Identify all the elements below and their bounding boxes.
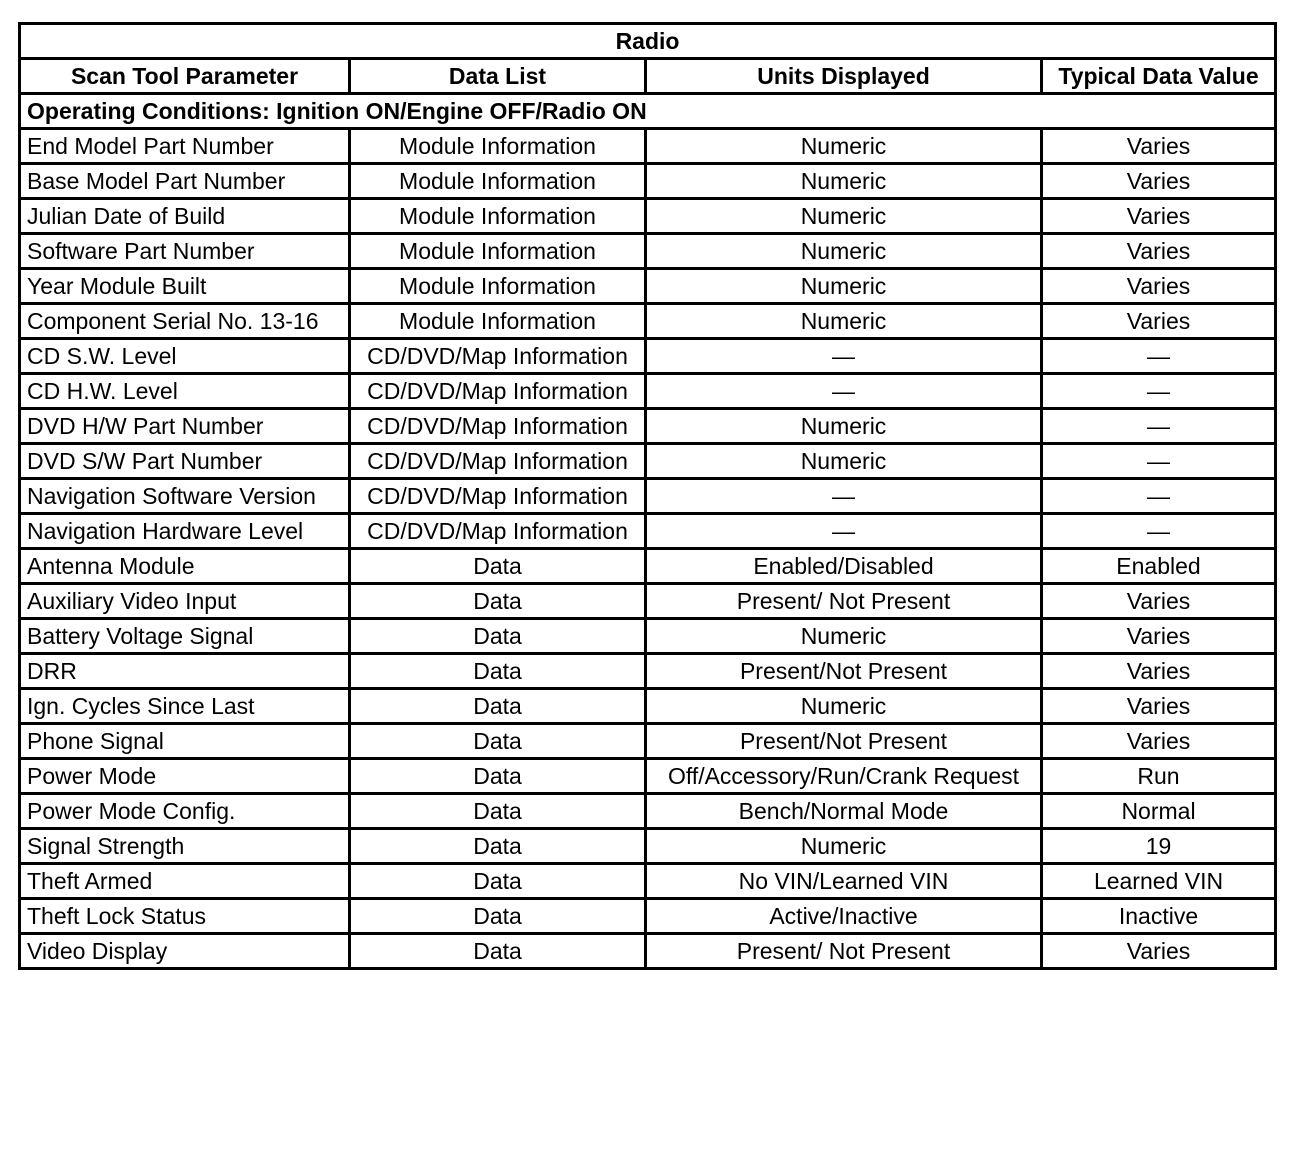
cell-typical-value: 19	[1042, 829, 1276, 864]
table-row	[20, 864, 1276, 899]
cell-data-list: Module Information	[350, 164, 646, 199]
cell-parameter: Power Mode Config.	[20, 794, 350, 829]
cell-typical-value: Varies	[1042, 304, 1276, 339]
cell-units: No VIN/Learned VIN	[646, 864, 1042, 899]
cell-parameter: Navigation Hardware Level	[20, 514, 350, 549]
cell-typical-value: —	[1042, 339, 1276, 374]
table-row	[20, 304, 1276, 339]
cell-parameter: Base Model Part Number	[20, 164, 350, 199]
cell-data-list: CD/DVD/Map Information	[350, 339, 646, 374]
table-row	[20, 339, 1276, 374]
header-scan-tool-parameter: Scan Tool Parameter	[20, 59, 350, 94]
cell-typical-value: Varies	[1042, 619, 1276, 654]
table-row	[20, 234, 1276, 269]
cell-data-list: Data	[350, 759, 646, 794]
table-title: Radio	[20, 24, 1276, 59]
table-row	[20, 129, 1276, 164]
cell-data-list: Module Information	[350, 234, 646, 269]
table-row	[20, 794, 1276, 829]
cell-data-list: Data	[350, 934, 646, 969]
cell-units: Numeric	[646, 199, 1042, 234]
cell-data-list: CD/DVD/Map Information	[350, 444, 646, 479]
cell-units: —	[646, 374, 1042, 409]
table-row	[20, 374, 1276, 409]
cell-typical-value: Run	[1042, 759, 1276, 794]
table-row	[20, 759, 1276, 794]
table-row	[20, 899, 1276, 934]
table-row	[20, 514, 1276, 549]
cell-parameter: Navigation Software Version	[20, 479, 350, 514]
table-row	[20, 584, 1276, 619]
cell-typical-value: —	[1042, 479, 1276, 514]
cell-data-list: Module Information	[350, 129, 646, 164]
table-row	[20, 199, 1276, 234]
cell-units: Present/ Not Present	[646, 934, 1042, 969]
cell-units: Numeric	[646, 269, 1042, 304]
cell-data-list: Data	[350, 654, 646, 689]
cell-parameter: Phone Signal	[20, 724, 350, 759]
cell-parameter: CD S.W. Level	[20, 339, 350, 374]
cell-parameter: Power Mode	[20, 759, 350, 794]
cell-data-list: CD/DVD/Map Information	[350, 409, 646, 444]
cell-units: Numeric	[646, 129, 1042, 164]
cell-data-list: Data	[350, 549, 646, 584]
cell-parameter: Software Part Number	[20, 234, 350, 269]
cell-data-list: Data	[350, 584, 646, 619]
table-row	[20, 829, 1276, 864]
table-row	[20, 654, 1276, 689]
table-row	[20, 549, 1276, 584]
cell-data-list: Data	[350, 689, 646, 724]
cell-parameter: Video Display	[20, 934, 350, 969]
cell-typical-value: —	[1042, 514, 1276, 549]
table-row	[20, 689, 1276, 724]
cell-data-list: CD/DVD/Map Information	[350, 374, 646, 409]
cell-units: Numeric	[646, 234, 1042, 269]
cell-data-list: Data	[350, 794, 646, 829]
cell-parameter: Julian Date of Build	[20, 199, 350, 234]
cell-parameter: Battery Voltage Signal	[20, 619, 350, 654]
cell-data-list: CD/DVD/Map Information	[350, 514, 646, 549]
cell-typical-value: —	[1042, 444, 1276, 479]
table-row	[20, 724, 1276, 759]
cell-units: —	[646, 339, 1042, 374]
cell-parameter: Year Module Built	[20, 269, 350, 304]
cell-data-list: CD/DVD/Map Information	[350, 479, 646, 514]
table-row	[20, 444, 1276, 479]
header-units-displayed: Units Displayed	[646, 59, 1042, 94]
operating-conditions: Operating Conditions: Ignition ON/Engine OFF/Radio ON	[20, 94, 1276, 129]
cell-typical-value: Varies	[1042, 234, 1276, 269]
title-row	[20, 24, 1276, 59]
cell-typical-value: —	[1042, 409, 1276, 444]
table-row	[20, 934, 1276, 969]
cell-units: Off/Accessory/Run/Crank Request	[646, 759, 1042, 794]
cell-units: Present/ Not Present	[646, 584, 1042, 619]
cell-units: Enabled/Disabled	[646, 549, 1042, 584]
cell-data-list: Data	[350, 864, 646, 899]
cell-units: Numeric	[646, 409, 1042, 444]
table-row	[20, 619, 1276, 654]
cell-units: —	[646, 479, 1042, 514]
cell-data-list: Data	[350, 619, 646, 654]
cell-parameter: End Model Part Number	[20, 129, 350, 164]
cell-typical-value: Varies	[1042, 654, 1276, 689]
cell-units: Present/Not Present	[646, 654, 1042, 689]
cell-parameter: Ign. Cycles Since Last	[20, 689, 350, 724]
cell-parameter: Component Serial No. 13-16	[20, 304, 350, 339]
cell-units: Numeric	[646, 689, 1042, 724]
radio-data-table	[18, 22, 1277, 970]
cell-parameter: Auxiliary Video Input	[20, 584, 350, 619]
cell-typical-value: Varies	[1042, 934, 1276, 969]
header-row	[20, 59, 1276, 94]
cell-typical-value: Learned VIN	[1042, 864, 1276, 899]
cell-parameter: Signal Strength	[20, 829, 350, 864]
cell-data-list: Module Information	[350, 269, 646, 304]
cell-units: Numeric	[646, 619, 1042, 654]
cell-units: Numeric	[646, 444, 1042, 479]
cell-typical-value: Varies	[1042, 129, 1276, 164]
cell-data-list: Module Information	[350, 199, 646, 234]
cell-units: Present/Not Present	[646, 724, 1042, 759]
cell-parameter: CD H.W. Level	[20, 374, 350, 409]
cell-units: Numeric	[646, 304, 1042, 339]
cell-units: Numeric	[646, 829, 1042, 864]
cell-units: Bench/Normal Mode	[646, 794, 1042, 829]
cell-data-list: Data	[350, 724, 646, 759]
cell-parameter: Theft Lock Status	[20, 899, 350, 934]
cell-data-list: Data	[350, 829, 646, 864]
cell-typical-value: Enabled	[1042, 549, 1276, 584]
cell-parameter: Antenna Module	[20, 549, 350, 584]
table-row	[20, 269, 1276, 304]
cell-typical-value: Varies	[1042, 164, 1276, 199]
conditions-row	[20, 94, 1276, 129]
cell-parameter: DVD H/W Part Number	[20, 409, 350, 444]
cell-typical-value: Varies	[1042, 199, 1276, 234]
cell-units: Active/Inactive	[646, 899, 1042, 934]
header-data-list: Data List	[350, 59, 646, 94]
cell-units: —	[646, 514, 1042, 549]
table-row	[20, 409, 1276, 444]
cell-data-list: Data	[350, 899, 646, 934]
table-body	[20, 24, 1276, 969]
table-row	[20, 479, 1276, 514]
cell-typical-value: Varies	[1042, 689, 1276, 724]
cell-data-list: Module Information	[350, 304, 646, 339]
cell-typical-value: Varies	[1042, 584, 1276, 619]
cell-typical-value: Varies	[1042, 269, 1276, 304]
cell-parameter: DRR	[20, 654, 350, 689]
cell-typical-value: Varies	[1042, 724, 1276, 759]
cell-units: Numeric	[646, 164, 1042, 199]
cell-typical-value: Inactive	[1042, 899, 1276, 934]
cell-typical-value: —	[1042, 374, 1276, 409]
cell-typical-value: Normal	[1042, 794, 1276, 829]
header-typical-data-value: Typical Data Value	[1042, 59, 1276, 94]
cell-parameter: Theft Armed	[20, 864, 350, 899]
cell-parameter: DVD S/W Part Number	[20, 444, 350, 479]
table-row	[20, 164, 1276, 199]
